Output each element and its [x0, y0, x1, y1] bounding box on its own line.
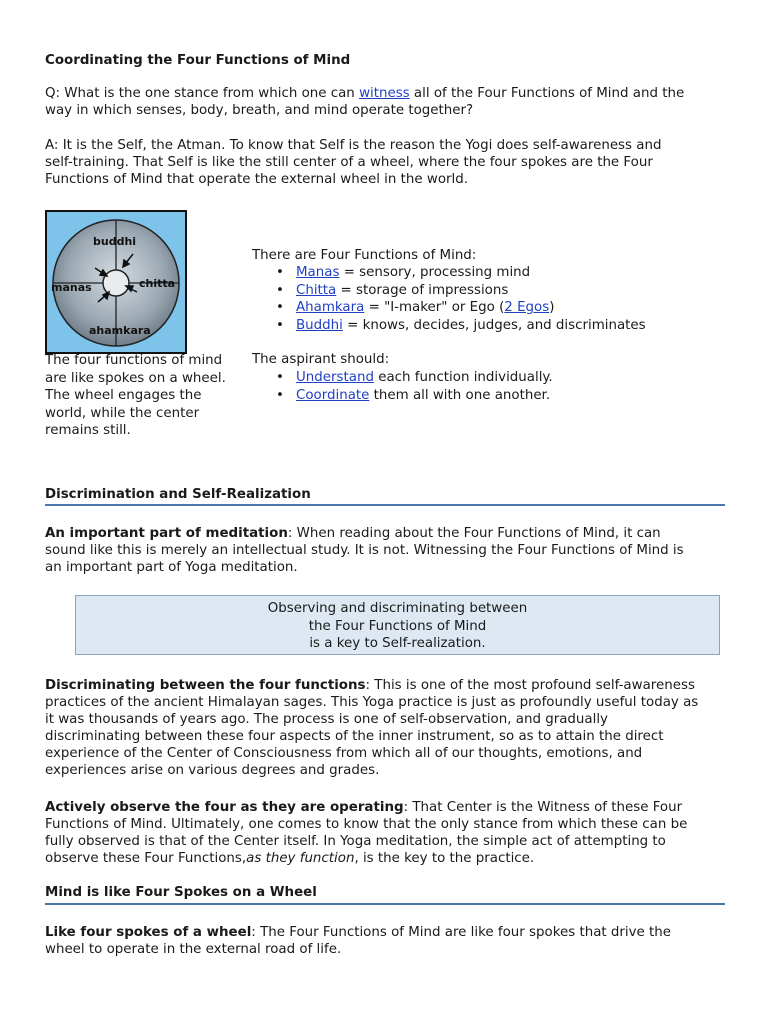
section-heading-discrimination: Discrimination and Self-Realization [45, 487, 311, 502]
paragraph-line: discriminating between these four aspects of the inner instrument, so as to attain the direct [45, 729, 664, 744]
paragraph-line: experiences arise on various degrees and grades. [45, 763, 380, 778]
list-item: • Buddhi = knows, decides, judges, and discriminates [252, 317, 646, 335]
wheel-label-manas: manas [51, 281, 92, 294]
list-item: • Coordinate them all with one another. [252, 387, 553, 405]
wheel-label-chitta: chitta [139, 277, 176, 290]
list-item: • Understand each function individually. [252, 369, 553, 387]
paragraph-line: wheel to operate in the external road of life. [45, 942, 342, 957]
list-item: • Ahamkara = "I-maker" or Ego (2 Egos) [252, 299, 646, 317]
aspirant-intro: The aspirant should: [252, 352, 390, 367]
list-item: • Manas = sensory, processing mind [252, 264, 646, 282]
witness-link[interactable]: witness [359, 86, 410, 101]
paragraph-line: an important part of Yoga meditation. [45, 560, 298, 575]
page-title: Coordinating the Four Functions of Mind [45, 53, 351, 68]
wheel-label-ahamkara: ahamkara [89, 324, 151, 337]
callout-box: Observing and discriminating between the Four Functions of Mind is a key to Self-realization. [75, 595, 720, 655]
answer-line-1: A: It is the Self, the Atman. To know that Self is the reason the Yogi does self-awareness and [45, 138, 662, 153]
paragraph-line: Like four spokes of a wheel: The Four Functions of Mind are like four spokes that drive the [45, 925, 672, 940]
wheel-caption: The four functions of mind are like spokes on a wheel. The wheel engages the world, while the center remains still. [45, 353, 226, 438]
question-line-1: Q: What is the one stance from which one can witness all of the Four Functions of Mind and the [45, 86, 685, 101]
wheel-label-buddhi: buddhi [93, 235, 137, 248]
answer-line-2: self-training. That Self is like the still center of a wheel, where the four spokes are the Four [45, 155, 653, 170]
section-heading-spokes: Mind is like Four Spokes on a Wheel [45, 885, 317, 900]
understand-link[interactable]: Understand [296, 370, 374, 385]
chitta-link[interactable]: Chitta [296, 282, 337, 298]
question-line-2: way in which senses, body, breath, and mind operate together? [45, 103, 474, 118]
paragraph-line: Discriminating between the four functions: This is one of the most profound self-awareness [45, 678, 695, 693]
list-item: • Chitta = storage of impressions [252, 282, 646, 300]
functions-list [252, 264, 646, 334]
manas-link[interactable]: Manas [296, 265, 340, 280]
paragraph-line: sound like this is merely an intellectual study. It is not. Witnessing the Four Functions of Mind is [45, 543, 684, 558]
functions-intro: There are Four Functions of Mind: [252, 248, 477, 263]
coordinate-link[interactable]: Coordinate [296, 387, 370, 403]
paragraph-line: observe these Four Functions,as they function, is the key to the practice. [45, 851, 535, 866]
paragraph-line: Functions of Mind. Ultimately, one comes to know that the only stance from which these can be [45, 817, 688, 832]
wheel-diagram [45, 210, 187, 354]
paragraph-line: Actively observe the four as they are operating: That Center is the Witness of these Four [45, 800, 683, 815]
paragraph-line: An important part of meditation: When reading about the Four Functions of Mind, it can [45, 526, 661, 541]
section-divider [45, 903, 725, 905]
paragraph-line: it was thousands of years ago. The process is one of self-observation, and gradually [45, 712, 608, 727]
two-egos-link[interactable]: 2 Egos [504, 300, 550, 315]
section-divider [45, 504, 725, 506]
answer-line-3: Functions of Mind that operate the external wheel in the world. [45, 172, 469, 187]
ahamkara-link[interactable]: Ahamkara [296, 300, 365, 315]
paragraph-line: experience of the Center of Consciousness from which all of our thoughts, emotions, and [45, 746, 643, 761]
aspirant-list [252, 369, 553, 404]
paragraph-line: practices of the ancient Himalayan sages. This Yoga practice is just as profoundly useful today as [45, 695, 699, 710]
paragraph-line: fully observed is that of the Center itself. In Yoga meditation, the simple act of attempting to [45, 834, 666, 849]
buddhi-link[interactable]: Buddhi [296, 317, 343, 333]
